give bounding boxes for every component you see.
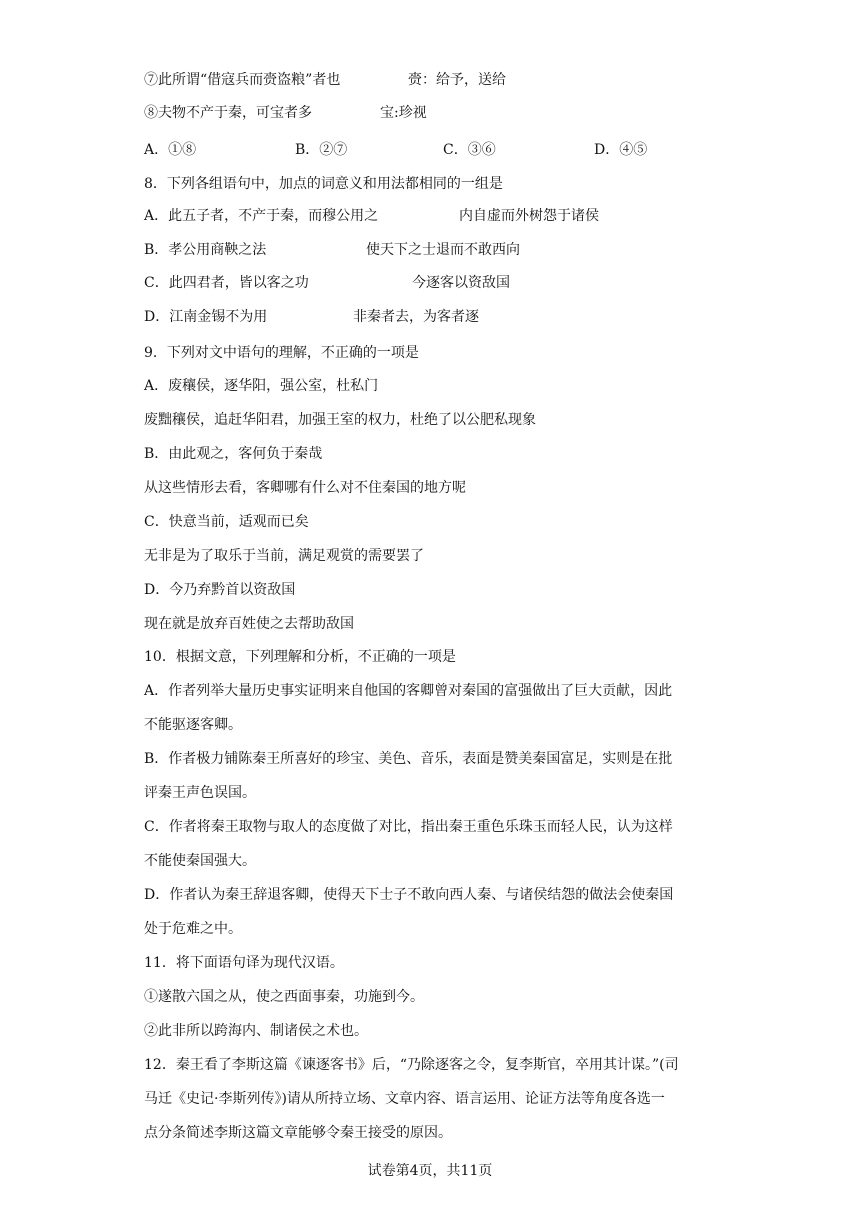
q8d-right: 非秦者去，为客者逐 (353, 309, 479, 325)
option-b: B．②⑦ (295, 142, 348, 158)
q8c-left: C．此四君者，皆以客之功 (144, 275, 309, 291)
q10-option-b-line2: 评秦王声色误国。 (144, 785, 256, 801)
q10-option-c-line1: C．作者将秦王取物与取人的态度做了对比，指出秦王重色乐珠玉而轻人民，认为这样 (144, 819, 673, 835)
item-7-text: ⑦此所谓“借寇兵而赍盗粮”者也 (144, 72, 341, 88)
q10-option-d-line1: D．作者认为秦王辞退客卿，使得天下士子不敢向西人秦、与诸侯结怨的做法会使秦国 (144, 887, 674, 903)
q8b-left: B．孝公用商鞅之法 (144, 242, 267, 258)
question-8: 8．下列各组语句中，加点的词意义和用法都相同的一组是 (144, 176, 503, 192)
option-a: A．①⑧ (144, 142, 197, 158)
option-c: C．③⑥ (443, 142, 496, 158)
question-12-line1: 12．秦王看了李斯这篇《谏逐客书》后，“乃除逐客之令，复李斯官，卒用其计谋。”(司 (144, 1057, 679, 1073)
option-d: D．④⑤ (594, 142, 648, 158)
item-8-gloss: 宝:珍视 (380, 105, 427, 121)
q8-option-a (144, 206, 599, 226)
q9-option-c: C．快意当前，适观而已矣 (144, 514, 309, 530)
q7-options (144, 140, 648, 160)
q8-option-d (144, 307, 479, 327)
item-7-gloss: 赍：给予，送给 (408, 72, 506, 88)
question-9: 9．下列对文中语句的理解，不正确的一项是 (144, 345, 419, 361)
q9-option-a-translation: 废黜穰侯，追赶华阳君，加强王室的权力，杜绝了以公肥私现象 (144, 412, 536, 428)
item-7 (144, 70, 506, 90)
q11-sentence-1: ①遂散六国之从，使之西面事秦，功施到今。 (144, 989, 424, 1005)
q10-option-d-line2: 处于危难之中。 (144, 921, 242, 937)
q9-option-d-translation: 现在就是放弃百姓使之去帮助敌国 (144, 616, 354, 632)
q9-option-a: A．废穰侯，逐华阳，强公室，杜私门 (144, 378, 379, 394)
q8-option-b (144, 240, 520, 260)
q8c-right: 今逐客以资敌国 (412, 275, 510, 291)
q9-option-c-translation: 无非是为了取乐于当前，满足观赏的需要罢了 (144, 548, 424, 564)
q9-option-d: D．今乃弃黔首以资敌国 (144, 582, 296, 598)
q11-sentence-2: ②此非所以跨海内、制诸侯之术也。 (144, 1023, 368, 1039)
q10-option-b-line1: B．作者极力铺陈秦王所喜好的珍宝、美色、音乐，表面是赞美秦国富足，实则是在批 (144, 751, 673, 767)
q8-option-c (144, 273, 510, 293)
question-10: 10．根据文意，下列理解和分析，不正确的一项是 (144, 649, 456, 665)
q8d-left: D．江南金锡不为用 (144, 309, 268, 325)
q10-option-c-line2: 不能使秦国强大。 (144, 853, 256, 869)
question-12-line3: 点分条简述李斯这篇文章能够令秦王接受的原因。 (144, 1125, 452, 1141)
q8a-right: 内自虚而外树怨于诸侯 (459, 208, 599, 224)
q9-option-b-translation: 从这些情形去看，客卿哪有什么对不住秦国的地方呢 (144, 480, 466, 496)
item-8 (144, 103, 427, 123)
item-8-text: ⑧夫物不产于秦，可宝者多 (144, 105, 312, 121)
question-12-line2: 马迁《史记·李斯列传》)请从所持立场、文章内容、语言运用、论证方法等角度各选一 (144, 1091, 665, 1107)
q8b-right: 使天下之士退而不敢西向 (366, 242, 520, 258)
question-11: 11．将下面语句译为现代汉语。 (144, 955, 344, 971)
q10-option-a-line1: A．作者列举大量历史事实证明来自他国的客卿曾对秦国的富强做出了巨大贡献，因此 (144, 683, 673, 699)
q8a-left: A．此五子者，不产于秦，而穆公用之 (144, 208, 379, 224)
q10-option-a-line2: 不能驱逐客卿。 (144, 717, 242, 733)
q9-option-b: B．由此观之，客何负于秦哉 (144, 446, 323, 462)
page-footer: 试卷第4页，共11页 (367, 1163, 493, 1179)
